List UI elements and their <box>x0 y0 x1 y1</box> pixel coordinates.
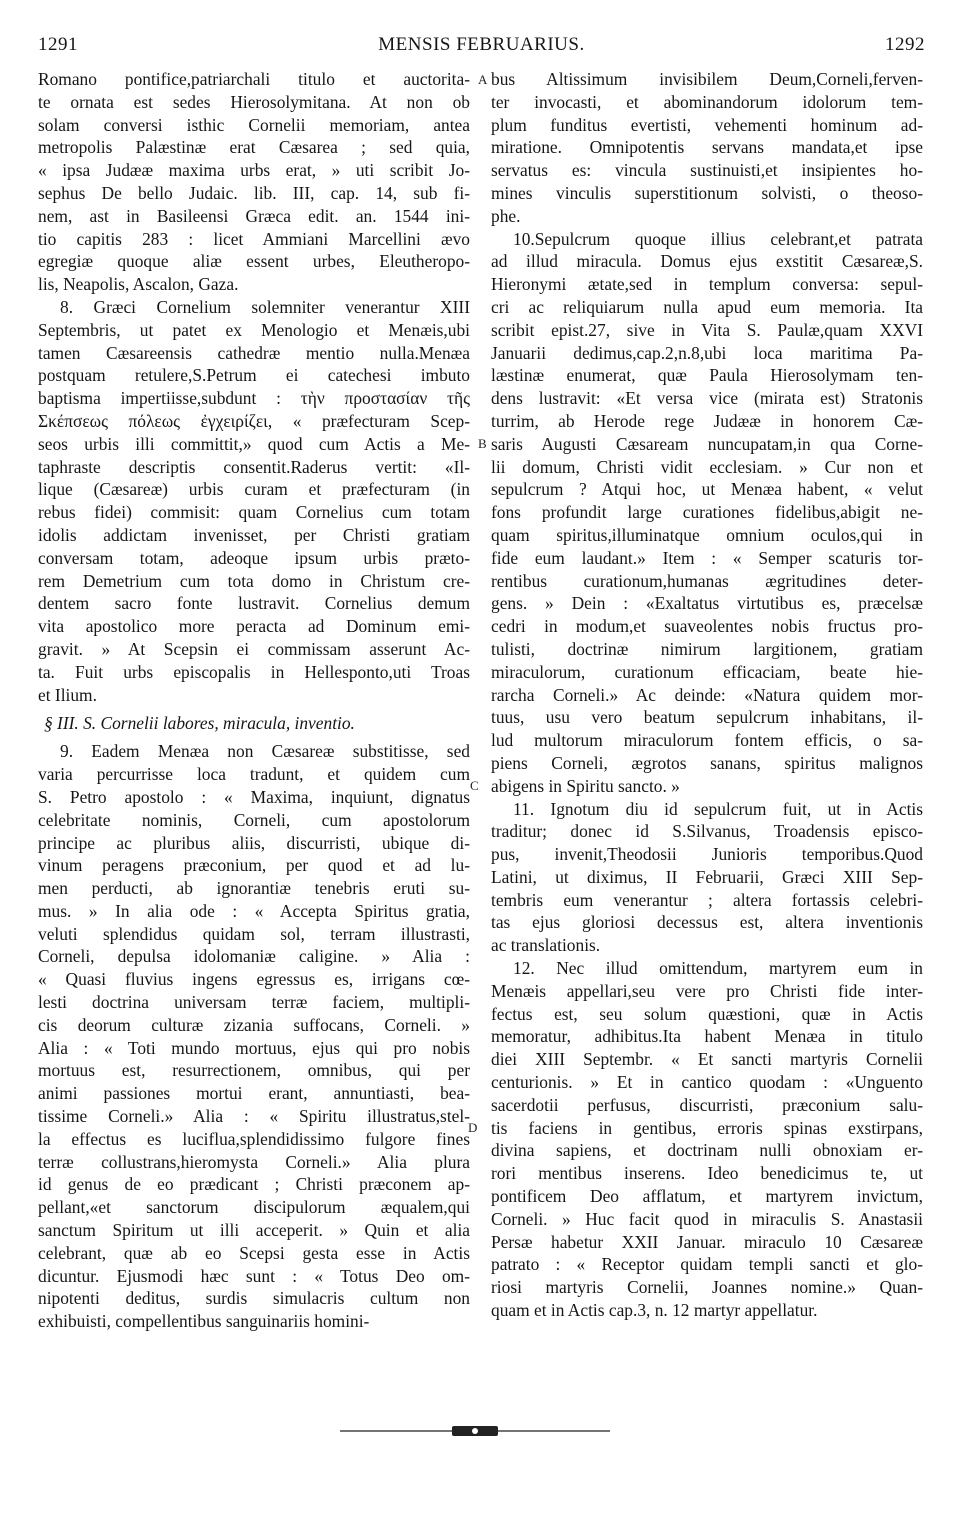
text-line: memoratur, adhibitus.Ita habent Menæa in titulo <box>491 1026 923 1047</box>
text-line: Alia : « Toti mundo mortuus, ejus qui pro nobis <box>38 1037 470 1058</box>
text-line: cri ac reliquiarum nulla apud eum memoria. Ita <box>491 296 923 317</box>
text-line: te ornata est sedes Hierosolymitana. At non ob <box>38 91 470 112</box>
text-line: pellant,«et sanctorum discipulorum æqualem,qui <box>38 1197 470 1218</box>
text-line: gravit. » At Scepsin ei commissam asserunt Ac- <box>38 638 470 659</box>
text-line: « ipsa Judææ maxima urbs erat, » uti scribit Jo- <box>38 160 470 181</box>
text-line: Σκέπσεως πόλεως ἐγχειρίζει, « præfecturam Scep- <box>38 410 470 431</box>
margin-marker-d: D <box>468 1120 478 1135</box>
text-line: sacerdotii perfusus, discurristi, præconium salu- <box>491 1094 923 1115</box>
text-line: abigens in Spiritu sancto. » <box>491 775 680 796</box>
left-page-number: 1291 <box>38 34 78 55</box>
text-line: id genus de eo prædicant ; Christi præconem ap- <box>38 1174 470 1195</box>
text-line: tulisti, doctrinæ nimirum largitionem, gratiam <box>491 638 923 659</box>
text-line: tas ejus gloriosi decessus est, altera inventionis <box>491 912 923 933</box>
text-line: lud multorum miraculorum fontem efficis, o sa- <box>491 730 923 751</box>
text-line: 9. Eadem Menæa non Cæsareæ substitisse, sed <box>60 741 470 762</box>
text-line: terræ collustrans,hieromysta Corneli.» Alia plura <box>38 1151 470 1172</box>
text-line: dentem sacro fonte lustravit. Cornelius demum <box>38 593 470 614</box>
text-line: saris Augusti Cæsaream nuncupatam,in qua Corne- <box>491 433 923 454</box>
text-line: tissime Corneli.» Alia : « Spiritu illustratus,stel- <box>38 1106 470 1127</box>
text-line: Romano pontifice,patriarchali titulo et auctorita- <box>38 69 470 89</box>
text-line: diei XIII Septembr. « Et sancti martyris Cornelii <box>491 1049 923 1070</box>
text-line: nem, ast in Basileensi Græca edit. an. 1544 ini- <box>38 205 470 226</box>
margin-marker-a: A <box>478 72 488 87</box>
text-line: Latini, ut diximus, II Februarii, Græci XIII Sep- <box>491 866 923 887</box>
text-line: vinum peragens præconium, per quod et ad lu- <box>38 855 470 876</box>
text-line: cis deorum culturæ zizania suffocans, Corneli. » <box>38 1014 470 1035</box>
text-line: ter invocasti, et abominandorum idolorum tem- <box>491 91 923 112</box>
text-line: turrim, ab Herode rege Judææ in honorem Cæ- <box>491 410 923 431</box>
text-line: læstinæ enumerat, quæ Paula Hierosolymam ten- <box>491 365 923 386</box>
text-line: rem Demetrium cum tota domo in Christum cre- <box>38 570 470 591</box>
text-line: celebritate nominis, Corneli, cum apostolorum <box>38 809 470 830</box>
text-line: piens Corneli, ægrotos sanans, spiritus malignos <box>491 752 923 773</box>
text-line: 10.Sepulcrum quoque illius celebrant,et patrata <box>513 228 923 249</box>
text-line: ac translationis. <box>491 935 601 956</box>
text-line: patrato : « Receptor quidam templi sancti et glo- <box>491 1254 923 1275</box>
text-line: taphraste descriptis consentit.Raderus vertit: «Il- <box>38 456 470 477</box>
text-line: Hieronymi ætate,sed in templum conversa: sepul- <box>491 274 923 295</box>
text-line: tamen Cæsareensis cathedræ mentio nulla.Menæa <box>38 342 470 363</box>
text-line: nipotenti deditus, surdis simulacris cultum non <box>38 1288 470 1309</box>
text-line: Septembris, ut patet ex Menologio et Menæis,ubi <box>38 319 470 340</box>
text-line: fectus est, seu solum quæstioni, quæ in Actis <box>491 1003 923 1024</box>
text-line: Corneli. » Huc facit quod in miraculis S. Anastasii <box>491 1208 923 1229</box>
text-line: lesti doctrina universam terræ faciem, multipli- <box>38 992 470 1013</box>
text-line: dens lustravit: «Et versa vice (mirata est) Stratonis <box>491 388 923 409</box>
running-title: MENSIS FEBRUARIUS. <box>378 34 585 55</box>
text-line: rori mentibus inserens. Ideo benedicimus te, ut <box>491 1163 923 1184</box>
text-line: pontificem Deo afflatum, et martyrem invictum, <box>491 1186 923 1207</box>
margin-marker-c: C <box>470 778 479 793</box>
text-line: postquam retulere,S.Petrum ei catechesi imbuto <box>38 365 470 386</box>
text-line: fons profundit large curationes fidelibus,abigit ne- <box>491 502 923 523</box>
text-line: Menæis appellari,seu vere pro Christi fide inter- <box>491 980 923 1001</box>
text-line: animi passiones mortui erant, annuntiasti, bea- <box>38 1083 470 1104</box>
text-line: miraculorum, curationum efficaciam, beate hie- <box>491 661 923 682</box>
text-line: 8. Græci Cornelium solemniter venerantur XIII <box>60 296 470 317</box>
page-header <box>38 34 925 60</box>
text-line: sanctum Spiritum ut illi acceperit. » Quin et alia <box>38 1220 470 1241</box>
text-line: ad illud miracula. Domus ejus exstitit Cæsareæ,S. <box>491 251 923 272</box>
text-line: pus, invenit,Theodosii Junioris temporibus.Quod <box>491 844 923 865</box>
left-text-column <box>38 68 470 1333</box>
text-line: phe. <box>491 205 521 226</box>
text-line: divina sapiens, et doctrinam nulli obnoxiam er- <box>491 1140 923 1161</box>
text-line: rentibus curationum,humanas ægritudines deter- <box>491 570 923 591</box>
text-line: fide eum laudant.» Item : « Semper scaturis tor- <box>491 547 923 568</box>
text-line: et Ilium. <box>38 684 97 705</box>
text-line: men perducti, ab ignorantiæ tenebris eruti su- <box>38 878 470 899</box>
text-line: la effectus es luciflua,splendidissimo fulgore fines <box>38 1128 470 1149</box>
text-line: tuus, usu vero beatum sepulcrum inhabitans, il- <box>491 707 923 728</box>
text-line: baptisma impertiisse,subdunt : τὴν προστασίαν τῆς <box>38 388 470 409</box>
text-line: dicuntur. Ejusmodi hæc sunt : « Totus Deo om- <box>38 1265 470 1286</box>
text-line: principe ac pluribus aliis, discurristi, ubique di- <box>38 832 470 853</box>
text-line: lis, Neapolis, Ascalon, Gaza. <box>38 274 239 295</box>
text-line: plum funditus evertisti, vehementi hominum ad- <box>491 114 923 135</box>
text-line: idolis addictam invenisset, per Christi gratiam <box>38 524 470 545</box>
text-line: vita apostolico more peracta ad Dominum emi- <box>38 616 470 637</box>
text-line: riosi martyris Cornelii, Joannes nomine.» Quan- <box>491 1277 923 1298</box>
text-line: Persæ habetur XXII Januar. miraculo 10 Cæsareæ <box>491 1231 923 1252</box>
text-line: rebus fidei) commisit: quam Cornelius cum totam <box>38 502 470 523</box>
text-line: varia percurrisse loca tradunt, et quidem cum <box>38 764 470 785</box>
end-ornament <box>340 1424 610 1438</box>
text-line: tembris eum venerantur ; altera fortassis celebri- <box>491 889 923 910</box>
text-line: miratione. Omnipotentis servans mandata,et ipse <box>491 137 923 158</box>
text-line: lique (Cæsareæ) urbis curam et præfecturam (in <box>38 479 470 500</box>
text-line: Corneli, depulsa idolomaniæ caligine. » Alia : <box>38 946 470 967</box>
text-line: mus. » In alia ode : « Accepta Spiritus gratia, <box>38 900 470 921</box>
text-line: 11. Ignotum diu id sepulcrum fuit, ut in Actis <box>513 798 923 819</box>
text-line: mines vinculis superstitionum solvisti, o theoso- <box>491 182 923 203</box>
section-heading: § III. S. Cornelii labores, miracula, inventio. <box>44 713 355 734</box>
right-page-number: 1292 <box>885 34 925 55</box>
text-line: cedri in modum,et suaveolentes nobis fructus pro- <box>491 616 923 637</box>
text-line: tis faciens in gentibus, erroris spinas exstirpans, <box>491 1117 923 1138</box>
text-line: quam et in Actis cap.3, n. 12 martyr appellatur. <box>491 1300 818 1321</box>
text-line: ta. Fuit urbs episcopalis in Hellesponto,uti Troas <box>38 661 470 682</box>
text-line: tio capitis 283 : licet Ammiani Marcellini ævo <box>38 228 470 249</box>
text-line: S. Petro apostolo : « Maxima, inquiunt, dignatus <box>38 786 470 807</box>
text-line: servatus es: vincula sustinuisti,et insipientes ho- <box>491 160 923 181</box>
margin-marker-b: B <box>478 436 487 451</box>
text-line: veluti splendidus quidam sol, terram illustrasti, <box>38 923 470 944</box>
text-line: celebrant, quæ ab eo Scepsi gesta esse in Actis <box>38 1242 470 1263</box>
text-line: Januarii dedimus,cap.2,n.8,ubi loca maritima Pa- <box>491 342 923 363</box>
text-line: rarcha Corneli.» Ac deinde: «Natura quidem mor- <box>491 684 923 705</box>
text-line: centurionis. » Et in cantico quodam : «Unguento <box>491 1072 923 1093</box>
text-line: quam spiritus,illuminatque omnium oculos,qui in <box>491 524 923 545</box>
text-line: lii domum, Christi vidit ecclesiam. » Cur non et <box>491 456 923 477</box>
text-line: traditur; donec id S.Silvanus, Troadensis episco- <box>491 821 923 842</box>
text-line: bus Altissimum invisibilem Deum,Corneli,ferven- <box>491 69 923 89</box>
text-line: conversam totam, adeoque ipsum urbis præto- <box>38 547 470 568</box>
text-line: gens. » Dein : «Exaltatus virtutibus es, præcelsæ <box>491 593 923 614</box>
text-line: scribit epist.27, sive in Vita S. Paulæ,quam XXVI <box>491 319 923 340</box>
text-line: egregiæ quoque aliæ essent urbes, Eleutheropo- <box>38 251 470 272</box>
text-line: « Quasi fluvius ingens egressus es, irrigans cœ- <box>38 969 470 990</box>
text-line: solam conversi isthic Cornelii memoriam, antea <box>38 114 470 135</box>
text-line: seos urbis illi committit,» quod cum Actis a Me- <box>38 433 470 454</box>
right-text-column <box>491 68 923 1322</box>
text-line: sephus De bello Judaic. lib. III, cap. 14, sub fi- <box>38 182 470 203</box>
text-line: mortuus est, resurrectionem, omnibus, qui per <box>38 1060 470 1081</box>
text-line: 12. Nec illud omittendum, martyrem eum in <box>513 958 923 979</box>
text-line: exhibuisti, compellentibus sanguinariis homini- <box>38 1311 370 1332</box>
text-line: sepulcrum ? Atqui hoc, ut Menæa habent, « velut <box>491 479 923 500</box>
text-line: metropolis Palæstinæ erat Cæsarea ; sed quia, <box>38 137 470 158</box>
